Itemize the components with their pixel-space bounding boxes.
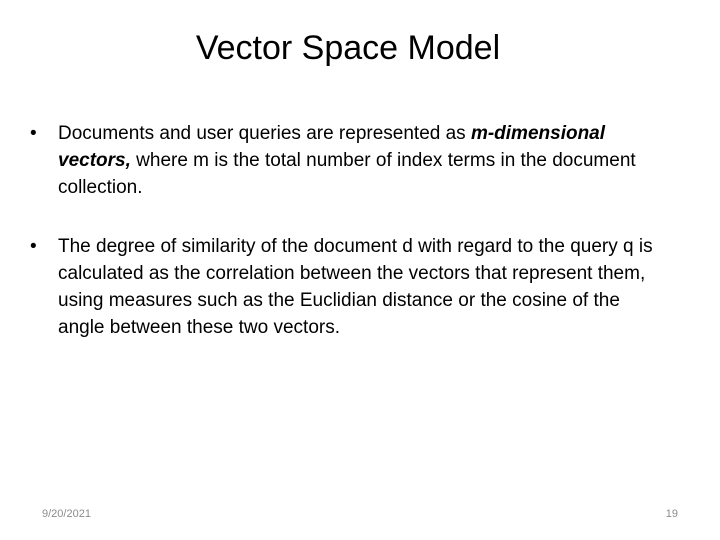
bullet-text: The degree of similarity of the document d with regard to the query q is calculated as the correlation between the vectors that represent them, using measures such as the Euclidian distance or the cosine of the angle between these two vectors. (58, 236, 653, 338)
bullet-text-lead: Documents and user queries are represented as (58, 123, 471, 144)
bullet-text (58, 123, 636, 198)
footer-date: 9/20/2021 (42, 508, 91, 520)
bullet-list (30, 120, 670, 341)
bullet-item-vector-representation (30, 120, 670, 201)
bullet-icon: • (30, 236, 37, 257)
footer-page-number: 19 (665, 508, 678, 520)
bullet-item-similarity (30, 233, 670, 341)
bullet-text-emphasis: m-dimensional vectors, (58, 123, 606, 171)
slide-title: Vector Space Model (195, 29, 501, 67)
bullet-text-rest: where m is the total number of index terms in the document collection. (58, 150, 636, 198)
bullet-icon: • (30, 123, 37, 144)
